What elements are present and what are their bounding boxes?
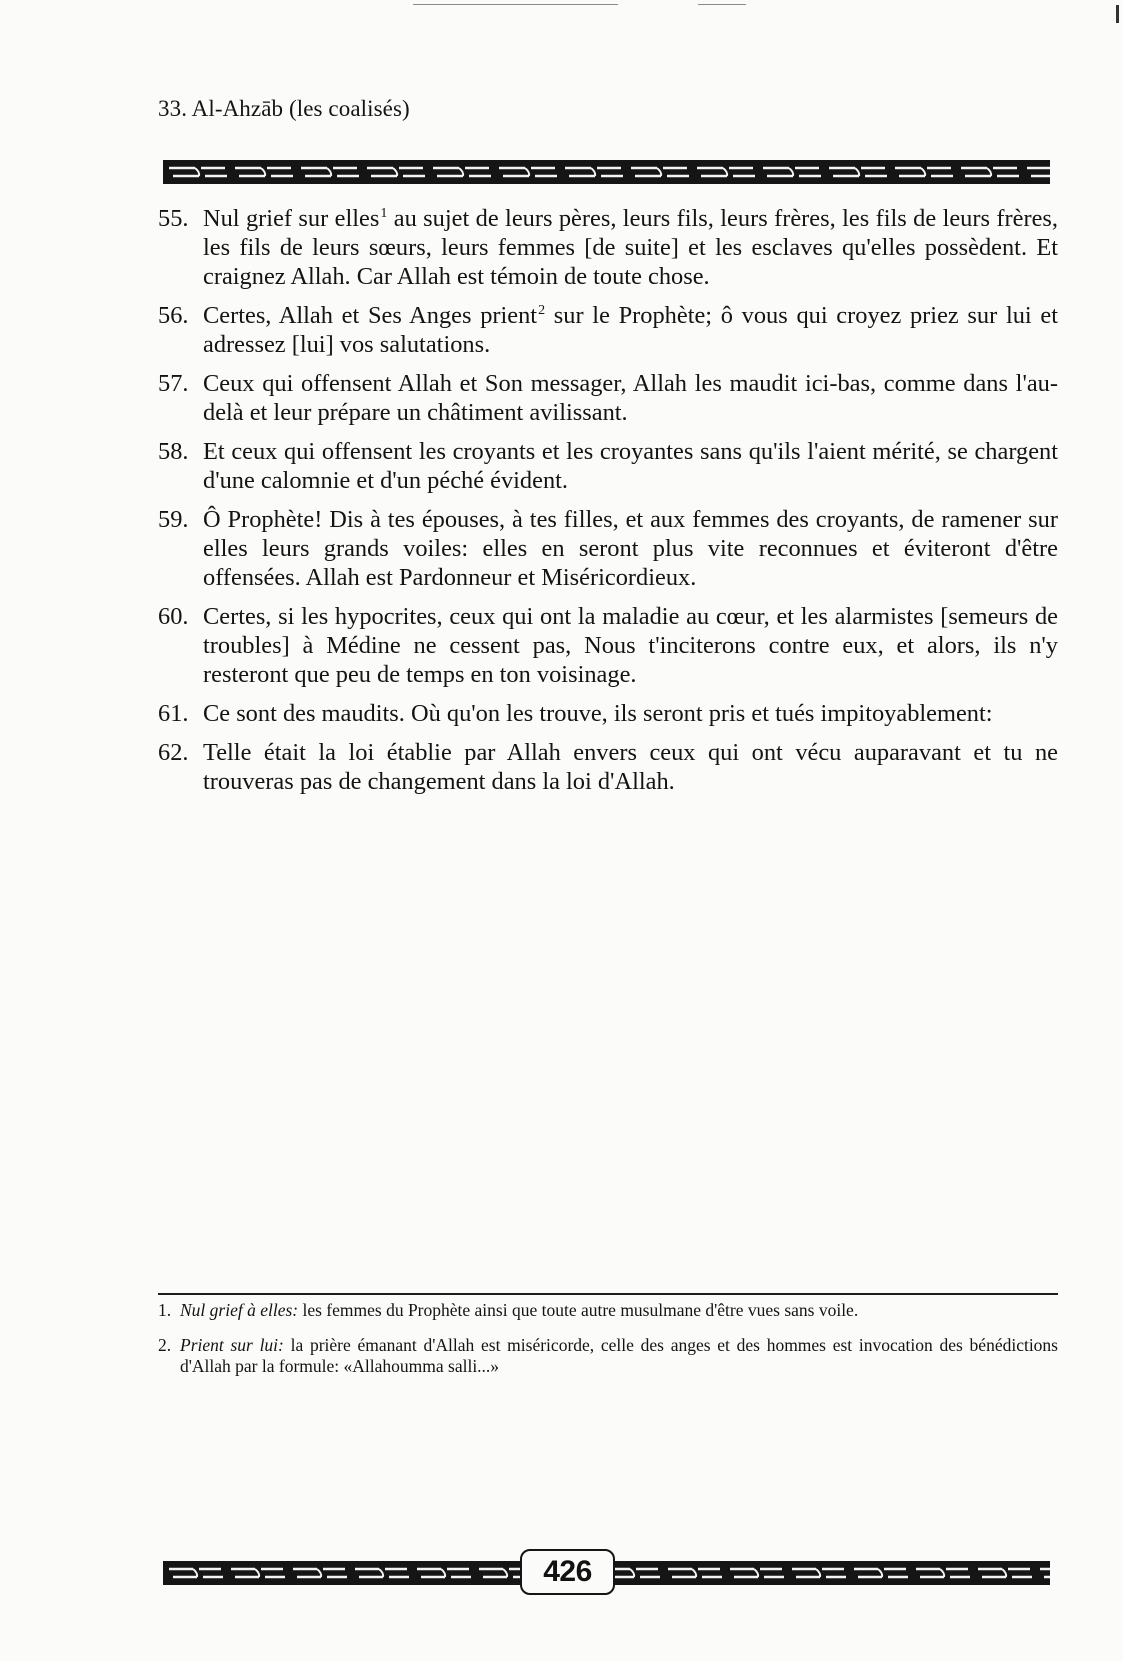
verse-number: 60.: [158, 603, 189, 630]
verse-number: 62.: [158, 739, 189, 766]
footnotes: [158, 1300, 1058, 1391]
footnote-term: Nul grief à elles:: [180, 1300, 299, 1320]
footnote-term: Prient sur lui:: [180, 1335, 284, 1355]
running-header: 33. Al-Ahzāb (les coalisés): [158, 96, 410, 121]
bottom-decorative-border-right: [600, 1561, 1050, 1585]
footnote-1: [158, 1300, 1058, 1321]
verse-text: Certes, si les hypocrites, ceux qui ont la maladie au cœur, et les alarmistes [semeurs de troubles] à Médine ne cessent pas, Nous t'inciterons contre eux, et alors, ils n'y resteront que peu de temps en ton voisinage.: [203, 603, 1058, 688]
verse-55: [158, 204, 1058, 291]
verse-list: [158, 204, 1058, 806]
footnote-ref-1: 1: [380, 205, 388, 221]
verse-57: [158, 369, 1058, 427]
footnote-text: Prient sur lui: la prière émanant d'Allah est miséricorde, celle des anges et des hommes est invocation des bénédictions d'Allah par la formule: «Allahoumma salli...»: [180, 1335, 1058, 1376]
footnote-number: 2.: [158, 1335, 172, 1355]
verse-text: Ô Prophète! Dis à tes épouses, à tes filles, et aux femmes des croyants, de ramener sur elles leurs grands voiles: elles en seront plus vite reconnues et éviteront d'être offensées. Allah est Pardonneur et Miséricordieux.: [203, 506, 1058, 591]
verse-61: [158, 699, 1058, 728]
scan-artifact-corner-mark: [1116, 5, 1119, 23]
verse-60: [158, 602, 1058, 689]
verse-number: 58.: [158, 438, 189, 465]
verse-59: [158, 505, 1058, 592]
footnote-text: Nul grief à elles: les femmes du Prophète ainsi que toute autre musulmane d'être vues sans voile.: [180, 1300, 859, 1320]
footnote-2: [158, 1335, 1058, 1377]
top-decorative-border: [163, 160, 1050, 184]
footnote-ref-2: 2: [538, 302, 546, 318]
verse-number: 61.: [158, 700, 189, 727]
verse-number: 59.: [158, 506, 189, 533]
scan-artifact-line-right: [698, 4, 746, 5]
verse-62: [158, 738, 1058, 796]
verse-text: Ceux qui offensent Allah et Son messager, Allah les maudit ici-bas, comme dans l'au-delà et leur prépare un châtiment avilissant.: [203, 370, 1058, 426]
verse-number: 55.: [158, 205, 189, 232]
footnote-number: 1.: [158, 1300, 172, 1320]
verse-number: 57.: [158, 370, 189, 397]
verse-text: Ce sont des maudits. Où qu'on les trouve, ils seront pris et tués impitoyablement:: [203, 700, 993, 727]
bottom-decorative-border-left: [163, 1561, 535, 1585]
scan-artifact-line-left: [413, 4, 618, 5]
verse-56: [158, 301, 1058, 359]
verse-text: Telle était la loi établie par Allah envers ceux qui ont vécu auparavant et tu ne trouveras pas de changement dans la loi d'Allah.: [203, 739, 1058, 795]
footnote-divider: [158, 1293, 1058, 1295]
verse-text: Nul grief sur elles$^1$ au sujet de leurs pères, leurs fils, leurs frères, les fils de leurs frères, les fils de leurs sœurs, leurs femmes [de suite] et les esclaves qu'elles possèdent. Et craignez Allah. Car Allah est témoin de toute chose.: [203, 205, 1058, 290]
verse-text: Et ceux qui offensent les croyants et les croyantes sans qu'ils l'aient mérité, se chargent d'une calomnie et d'un péché évident.: [203, 438, 1058, 494]
verse-number: 56.: [158, 302, 189, 329]
page-number: 426: [520, 1549, 615, 1595]
verse-text: Certes, Allah et Ses Anges prient$^2$ sur le Prophète; ô vous qui croyez priez sur lui et adressez [lui] vos salutations.: [203, 302, 1058, 358]
verse-58: [158, 437, 1058, 495]
